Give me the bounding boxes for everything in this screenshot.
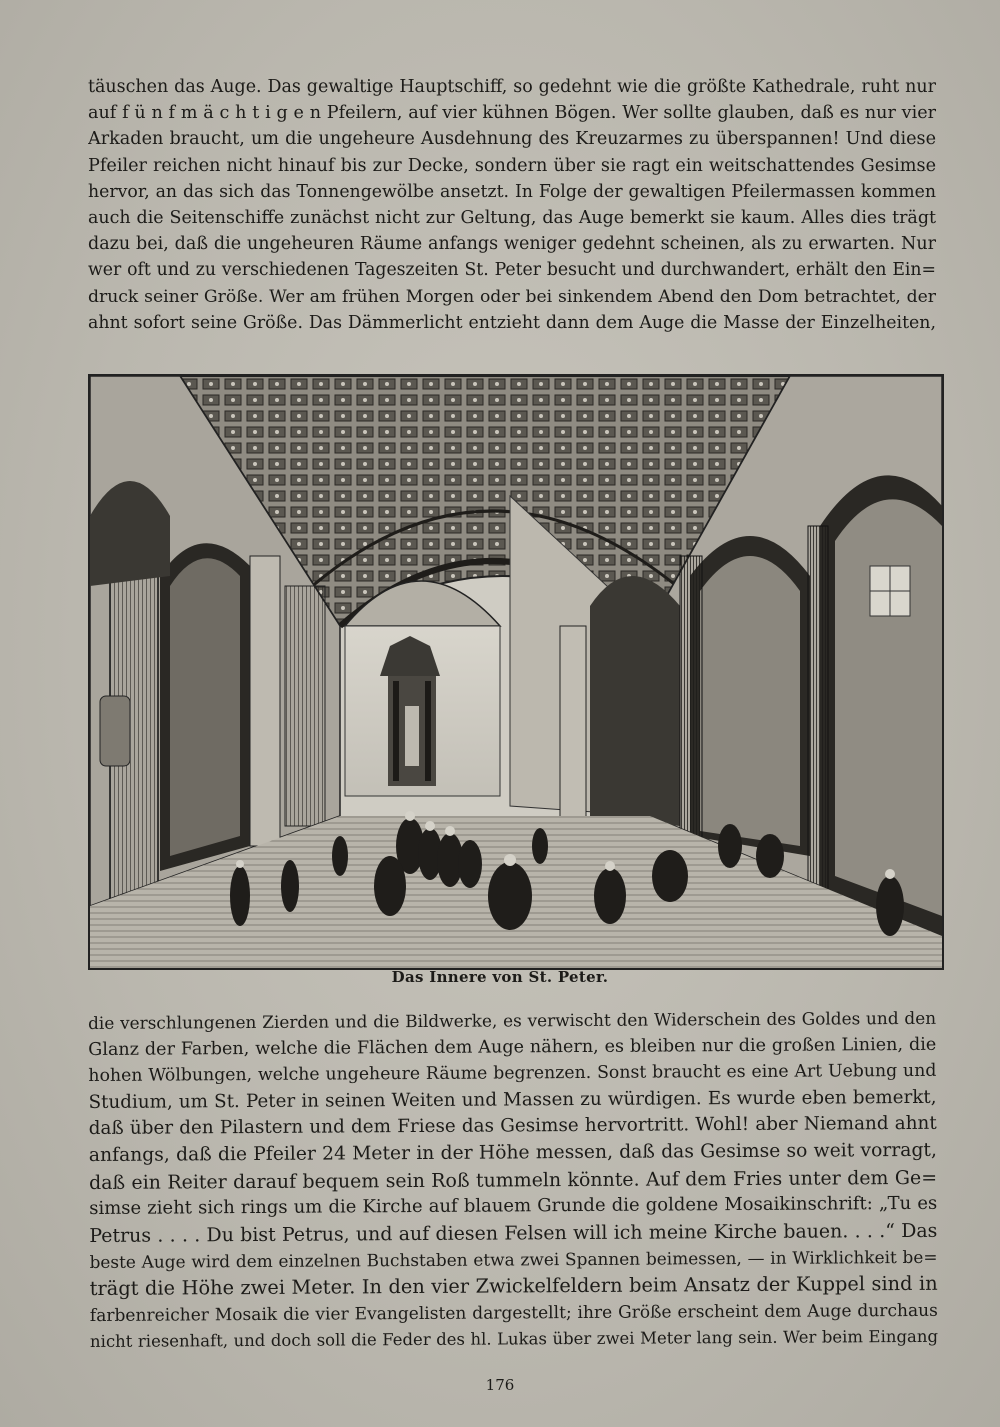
engraving-illustration [88, 374, 944, 970]
text-line: daß ein Reiter darauf bequem sein Roß tummeln könnte. Auf dem Fries unter dem Ge= [88, 1166, 938, 1194]
st-peter-interior-engraving [90, 376, 942, 968]
bottom-paragraph [88, 1007, 939, 1356]
text-line: Arkaden braucht, um die ungeheure Ausdehnung des Kreuzarmes zu überspannen! Und diese [88, 129, 936, 150]
text-line: dazu bei, daß die ungeheuren Räume anfangs weniger gedehnt scheinen, als zu erwarten. Nur [88, 234, 936, 255]
text-line: auch die Seitenschiffe zunächst nicht zur Geltung, das Auge bemerkt sie kaum. Alles dies trägt [88, 208, 936, 229]
text-line: beste Auge wird dem einzelnen Buchstaben etwa zwei Spannen beimessen, — in Wirklichkeit be= [89, 1247, 938, 1273]
text-line: Petrus . . . . Du bist Petrus, und auf diesen Felsen will ich meine Kirche bauen. . . .“ Das [89, 1219, 938, 1247]
page-number: 176 [485, 1376, 515, 1394]
text-line: Glanz der Farben, welche die Flächen dem Auge nähern, es bleiben nur die großen Linien, die [88, 1034, 937, 1060]
top-paragraph [88, 74, 936, 336]
text-line: farbenreicher Mosaik die vier Evangelisten dargestellt; ihre Größe erscheint dem Auge durchaus [89, 1300, 938, 1326]
text-line: die verschlungenen Zierden und die Bildwerke, es verwischt den Widerschein des Goldes und den [88, 1007, 937, 1033]
text-line: hohen Wölbungen, welche ungeheure Räume begrenzen. Sonst braucht es eine Art Uebung und [88, 1061, 937, 1087]
text-line: Studium, um St. Peter in seinen Weiten und Massen zu würdigen. Es wurde eben bemerkt, [88, 1086, 937, 1113]
text-line: auf f ü n f m ä c h t i g e n Pfeilern, auf vier kühnen Bögen. Wer sollte glauben, daß es nur vier [88, 103, 936, 124]
text-line: daß über den Pilastern und dem Friese das Gesimse hervortritt. Wohl! aber Niemand ahnt [88, 1113, 937, 1140]
text-line: ahnt sofort seine Größe. Das Dämmerlicht entzieht dann dem Auge die Masse der Einzelheiten, [88, 312, 936, 333]
text-line: hervor, an das sich das Tonnengewölbe ansetzt. In Folge der gewaltigen Pfeilermassen kommen [88, 181, 936, 202]
text-line: wer oft und zu verschiedenen Tageszeiten St. Peter besucht und durchwandert, erhält den Ein= [88, 260, 936, 281]
text-line: Pfeiler reichen nicht hinauf bis zur Decke, sondern über sie ragt ein weitschattendes Gesimse [88, 155, 936, 176]
text-line: druck seiner Größe. Wer am frühen Morgen oder bei sinkendem Abend den Dom betrachtet, der [88, 286, 936, 307]
text-line: anfangs, daß die Pfeiler 24 Meter in der Höhe messen, daß das Gesimse so weit vorragt, [88, 1139, 937, 1166]
text-line: täuschen das Auge. Das gewaltige Hauptschiff, so gedehnt wie die größte Kathedrale, ruht nur [88, 77, 936, 97]
text-line: trägt die Höhe zwei Meter. In den vier Zwickelfeldern beim Ansatz der Kuppel sind in [89, 1271, 938, 1300]
figure-caption: Das Innere von St. Peter. [391, 968, 609, 986]
text-line: simse zieht sich rings um die Kirche auf blauem Grunde die goldene Mosaikinschrift: „Tu es [89, 1192, 938, 1220]
text-line: nicht riesenhaft, und doch soll die Feder des hl. Lukas über zwei Meter lang sein. Wer beim Eingang [89, 1326, 939, 1352]
